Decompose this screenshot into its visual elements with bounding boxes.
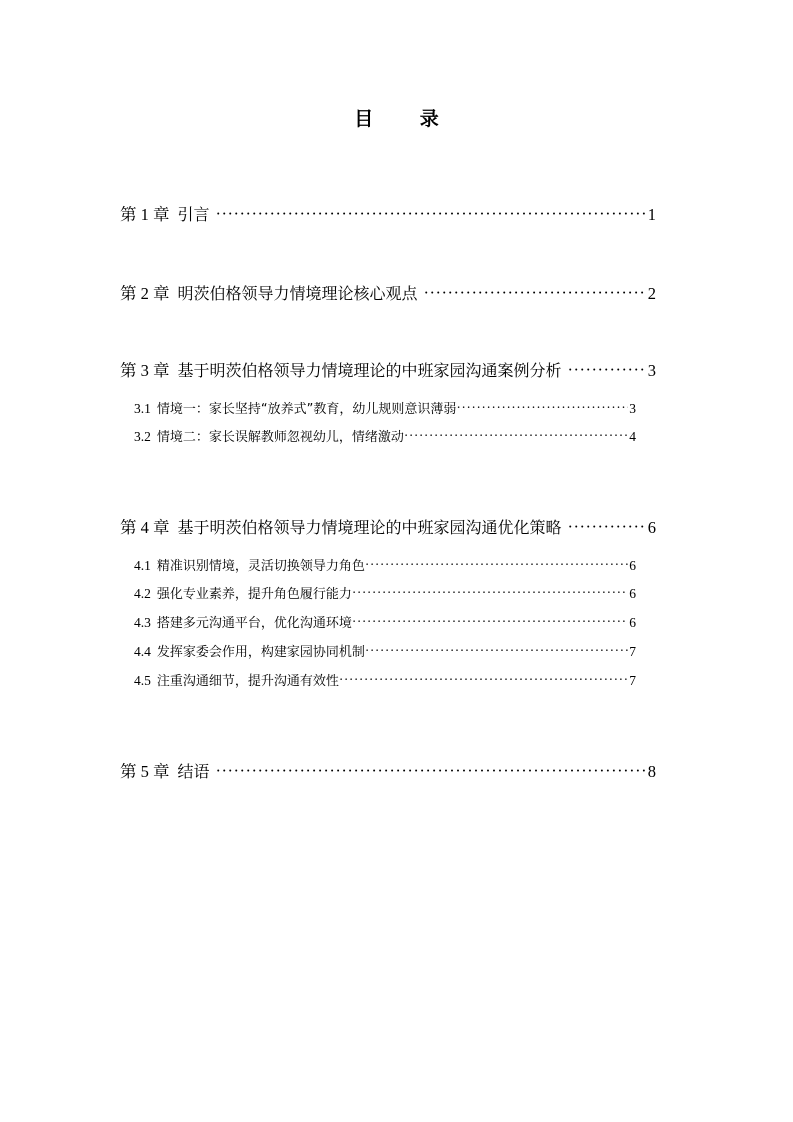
page-number: 2 bbox=[647, 284, 656, 303]
toc-entry-chapter-1[interactable] bbox=[120, 201, 656, 225]
section-number: 3.2 bbox=[134, 429, 151, 444]
page-number: 3 bbox=[629, 401, 636, 416]
page-number: 3 bbox=[647, 361, 656, 380]
chapter-number: 第 4 章 bbox=[120, 518, 170, 537]
dot-leader bbox=[404, 428, 628, 444]
toc-entry-chapter-2[interactable] bbox=[120, 280, 656, 304]
page-number: 7 bbox=[629, 644, 636, 659]
dot-leader bbox=[216, 761, 647, 781]
dot-leader bbox=[216, 204, 647, 224]
chapter-number: 第 5 章 bbox=[120, 762, 170, 781]
section-number: 4.3 bbox=[134, 615, 151, 630]
section-title: 精准识别情境，灵活切换领导力角色 bbox=[156, 559, 365, 574]
section-title: 搭建多元沟通平台，优化沟通环境 bbox=[156, 616, 352, 631]
dot-leader bbox=[339, 672, 628, 688]
page-number: 4 bbox=[629, 429, 636, 444]
dot-leader bbox=[365, 643, 628, 659]
toc-entry-chapter-3[interactable] bbox=[120, 357, 656, 381]
section-title: 情境一：家长坚持“放养式”教育，幼儿规则意识薄弱 bbox=[156, 402, 457, 417]
section-number: 4.5 bbox=[134, 673, 151, 688]
chapter-title: 引言 bbox=[177, 205, 210, 224]
section-number: 4.4 bbox=[134, 644, 151, 659]
dot-leader bbox=[424, 283, 647, 303]
page-number: 8 bbox=[647, 762, 656, 781]
chapter-number: 第 2 章 bbox=[120, 284, 170, 303]
dot-leader bbox=[456, 400, 628, 416]
section-title: 注重沟通细节，提升沟通有效性 bbox=[156, 674, 339, 689]
toc-entry-section-3-1[interactable] bbox=[134, 398, 636, 418]
page-number: 7 bbox=[629, 673, 636, 688]
page-number: 1 bbox=[647, 205, 656, 224]
page-number: 6 bbox=[629, 586, 636, 601]
chapter-title: 基于明茨伯格领导力情境理论的中班家园沟通案例分析 bbox=[177, 361, 562, 380]
section-number: 3.1 bbox=[134, 401, 151, 416]
page-number: 6 bbox=[647, 518, 656, 537]
chapter-number: 第 3 章 bbox=[120, 361, 170, 380]
toc-entry-section-4-4[interactable] bbox=[134, 641, 636, 661]
section-title: 情境二：家长误解教师忽视幼儿，情绪激动 bbox=[156, 430, 404, 445]
chapter-title: 基于明茨伯格领导力情境理论的中班家园沟通优化策略 bbox=[177, 518, 562, 537]
dot-leader bbox=[352, 614, 628, 630]
dot-leader bbox=[365, 557, 628, 573]
section-number: 4.2 bbox=[134, 586, 151, 601]
section-title: 发挥家委会作用，构建家园协同机制 bbox=[156, 645, 365, 660]
section-number: 4.1 bbox=[134, 558, 151, 573]
page-number: 6 bbox=[629, 615, 636, 630]
toc-entry-section-3-2[interactable] bbox=[134, 426, 636, 446]
chapter-title: 明茨伯格领导力情境理论核心观点 bbox=[177, 284, 418, 303]
section-title: 强化专业素养，提升角色履行能力 bbox=[156, 587, 352, 602]
toc-entry-section-4-3[interactable] bbox=[134, 612, 636, 632]
toc-entry-section-4-5[interactable] bbox=[134, 670, 636, 690]
dot-leader bbox=[352, 585, 628, 601]
toc-entry-chapter-5[interactable] bbox=[120, 758, 656, 782]
page-title: 目 录 bbox=[354, 108, 459, 130]
toc-entry-chapter-4[interactable] bbox=[120, 514, 656, 538]
toc-entry-section-4-2[interactable] bbox=[134, 583, 636, 603]
chapter-title: 结语 bbox=[177, 762, 210, 781]
toc-entry-section-4-1[interactable] bbox=[134, 555, 636, 575]
chapter-number: 第 1 章 bbox=[120, 205, 170, 224]
page-number: 6 bbox=[629, 558, 636, 573]
dot-leader bbox=[568, 360, 647, 380]
dot-leader bbox=[568, 517, 647, 537]
